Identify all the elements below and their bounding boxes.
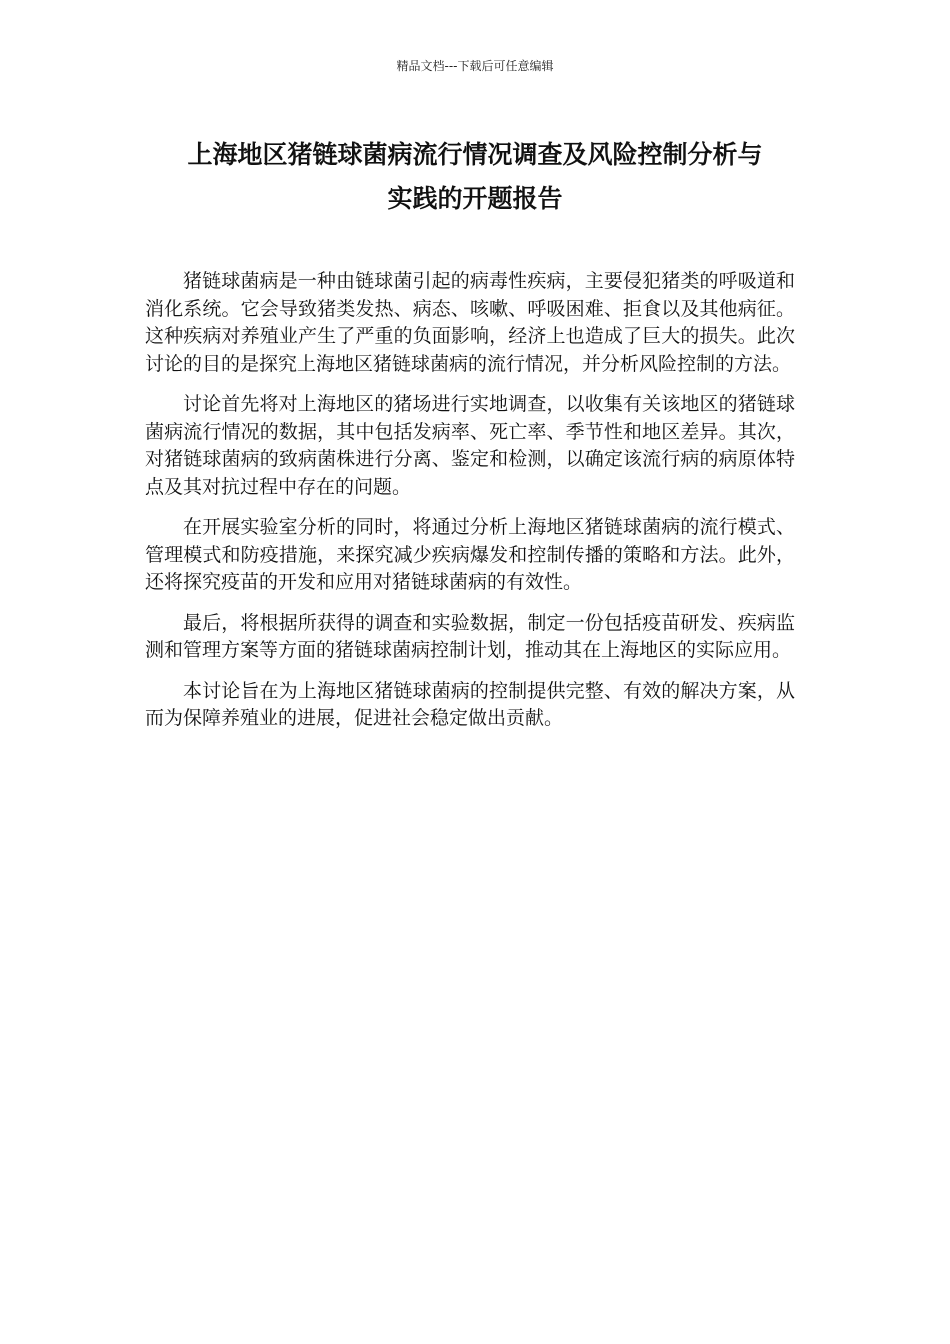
document-body [145,268,795,746]
page-header: 精品文档---下载后可任意编辑 [396,59,554,73]
body-paragraph-4: 最后，将根据所获得的调查和实验数据，制定一份包括疫苗研发、疾病监测和管理方案等方面的猪链球菌病控制计划，推动其在上海地区的实际应用。 [145,611,795,661]
body-paragraph-1: 猪链球菌病是一种由链球菌引起的病毒性疾病，主要侵犯猪类的呼吸道和消化系统。它会导致猪类发热、病态、咳嗽、呼吸困难、拒食以及其他病征。这种疾病对养殖业产生了严重的负面影响，经济上也造成了巨大的损失。此次讨论的目的是探究上海地区猪链球菌病的流行情况，并分析风险控制的方法。 [145,270,795,375]
document-title [120,133,830,221]
document-title-line-2: 实践的开题报告 [387,184,563,213]
document-title-line-1: 上海地区猪链球菌病流行情况调查及风险控制分析与 [187,140,763,169]
body-paragraph-3: 在开展实验室分析的同时，将通过分析上海地区猪链球菌病的流行模式、管理模式和防疫措施，来探究减少疾病爆发和控制传播的策略和方法。此外，还将探究疫苗的开发和应用对猪链球菌病的有效性。 [145,516,795,593]
body-paragraph-2: 讨论首先将对上海地区的猪场进行实地调查，以收集有关该地区的猪链球菌病流行情况的数据，其中包括发病率、死亡率、季节性和地区差异。其次，对猪链球菌病的致病菌株进行分离、鉴定和检测，以确定该流行病的病原体特点及其对抗过程中存在的问题。 [145,393,795,498]
body-paragraph-5: 本讨论旨在为上海地区猪链球菌病的控制提供完整、有效的解决方案，从而为保障养殖业的进展，促进社会稳定做出贡献。 [145,679,795,729]
